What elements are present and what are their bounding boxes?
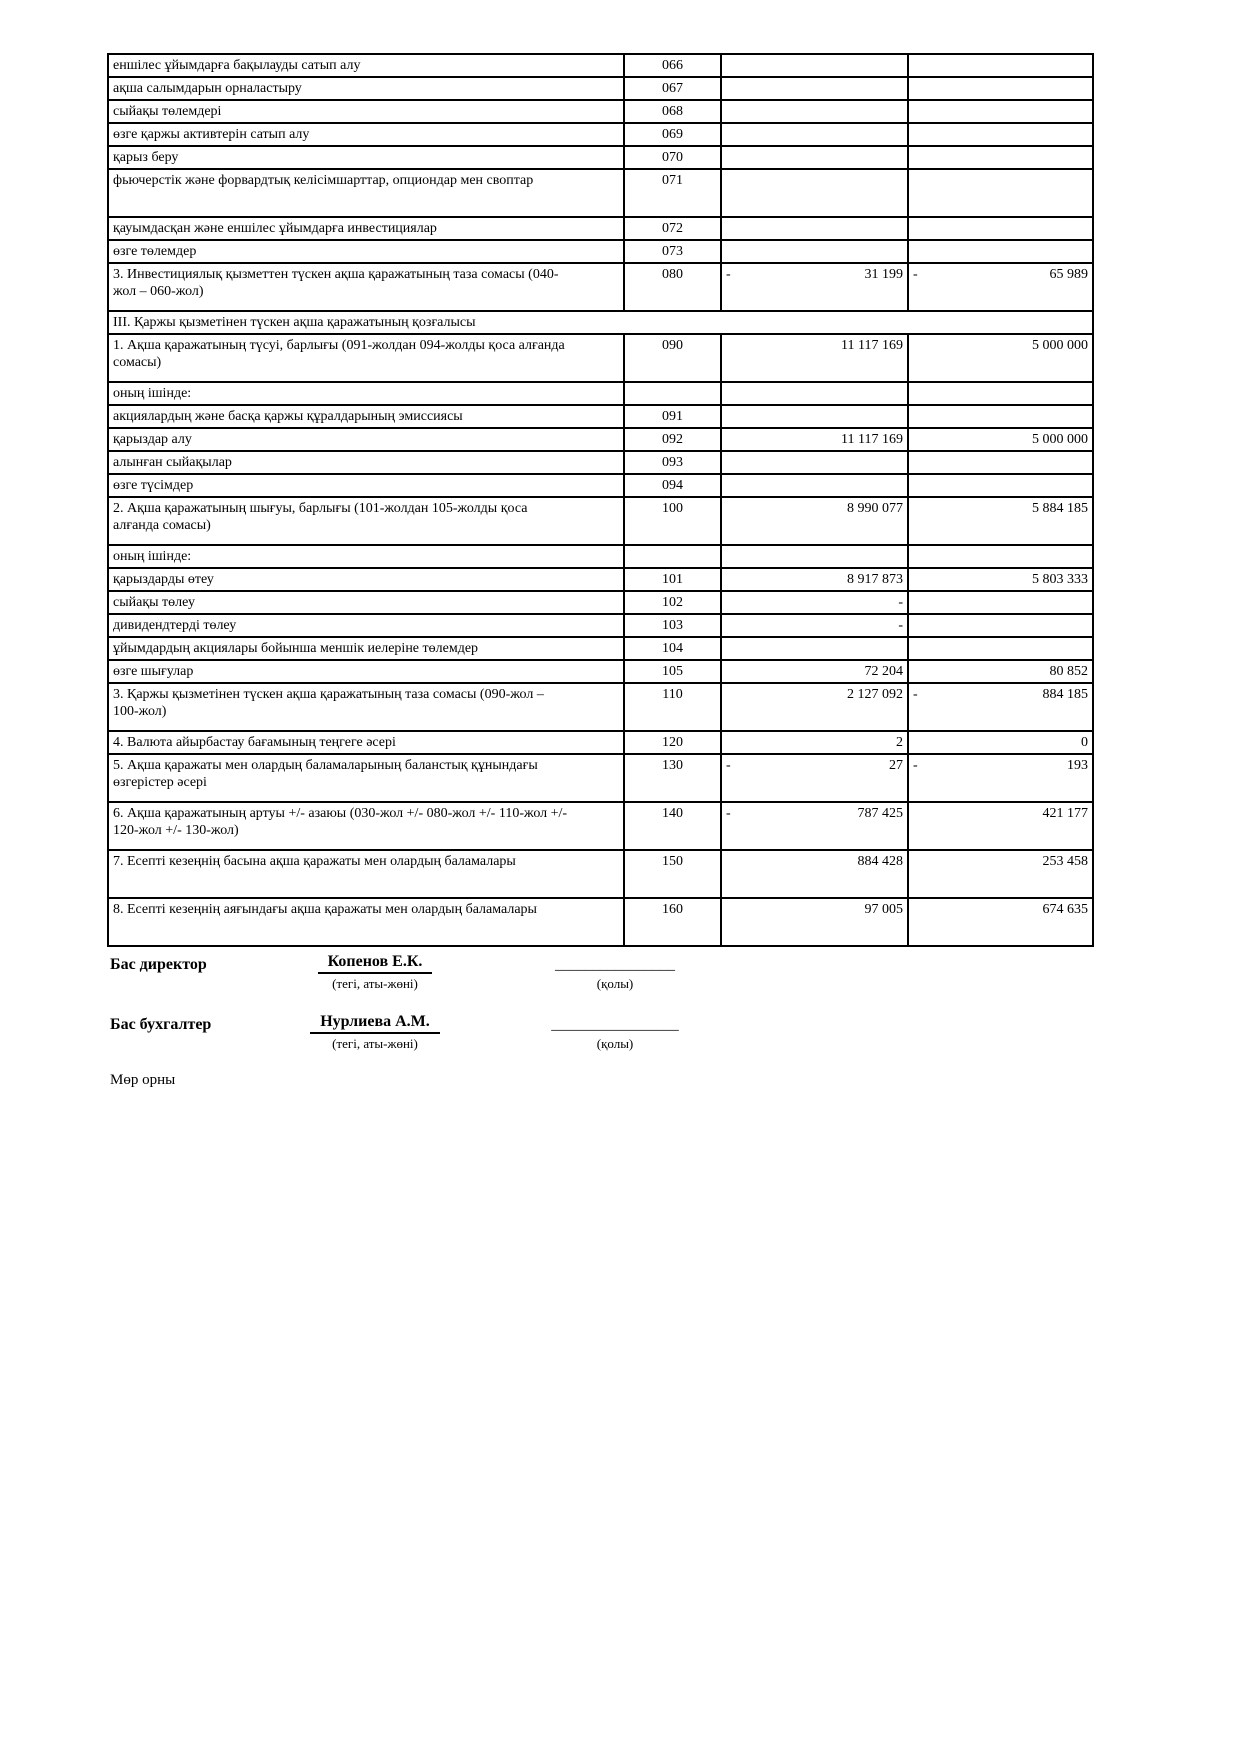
- row-label: қауымдасқан және еншілес ұйымдарға инвестициялар: [113, 221, 437, 236]
- row-value-cell-2: [908, 545, 1093, 568]
- row-value-cell-2: [908, 568, 1093, 591]
- row-value-cell-1: [721, 754, 908, 802]
- row-code-cell: 102: [624, 591, 721, 614]
- row-label-cell: [108, 898, 624, 946]
- row-value-cell-1: [721, 660, 908, 683]
- row-label-cell: [108, 568, 624, 591]
- row-label-cell: [108, 731, 624, 754]
- row-code-cell: 160: [624, 898, 721, 946]
- row-value-cell-1: [721, 100, 908, 123]
- value-number: 31 199: [864, 267, 903, 282]
- value-number: 421 177: [1042, 806, 1088, 821]
- row-label-cell: [108, 614, 624, 637]
- row-value-cell-1: [721, 334, 908, 382]
- row-label-cell: [108, 405, 624, 428]
- row-label: оның ішінде:: [113, 549, 192, 564]
- minus-sign: -: [726, 806, 731, 821]
- row-label-cell: [108, 428, 624, 451]
- row-value-cell-2: [908, 77, 1093, 100]
- row-value-cell-1: [721, 54, 908, 77]
- row-label: 4. Валюта айырбастау бағамының теңгеге әсері: [113, 735, 396, 750]
- table-row: [108, 77, 1093, 100]
- row-label: 6. Ақша қаражатының артуы +/- азаюы (030-жол +/- 080-жол +/- 110-жол +/- 120-жол +/- 130-жол): [113, 806, 568, 838]
- row-label-cell: [108, 660, 624, 683]
- signature-role: Бас директор: [110, 956, 207, 973]
- row-value-cell-1: [721, 240, 908, 263]
- row-label-cell: [108, 474, 624, 497]
- row-label: ұйымдардың акциялары бойынша меншік иелеріне төлемдер: [113, 641, 479, 656]
- row-value-cell-2: [908, 802, 1093, 850]
- value-number: 97 005: [864, 902, 903, 917]
- table-row: [108, 637, 1093, 660]
- row-label-cell: [108, 850, 624, 898]
- table-row: [108, 683, 1093, 731]
- row-label-cell: [108, 382, 624, 405]
- value-number: 11 117 169: [841, 432, 903, 447]
- value-number: -: [898, 595, 903, 610]
- row-code-cell: 071: [624, 169, 721, 217]
- value-number: 72 204: [864, 664, 903, 679]
- row-value-cell-1: [721, 123, 908, 146]
- row-code-cell: 110: [624, 683, 721, 731]
- row-value-cell-1: [721, 146, 908, 169]
- row-value-cell-1: [721, 169, 908, 217]
- row-code-cell: 069: [624, 123, 721, 146]
- row-label: ақша салымдарын орналастыру: [113, 81, 302, 96]
- row-label-cell: [108, 637, 624, 660]
- row-value-cell-2: [908, 217, 1093, 240]
- row-value-cell-1: [721, 545, 908, 568]
- table-row: [108, 451, 1093, 474]
- row-value-cell-1: [721, 263, 908, 311]
- row-code-cell: [624, 382, 721, 405]
- row-label: фьючерстік және форвардтық келісімшарттар, опциондар мен своптар: [113, 173, 534, 188]
- row-code-cell: 120: [624, 731, 721, 754]
- row-code-cell: 100: [624, 497, 721, 545]
- row-label: 8. Есепті кезеңнің аяғындағы ақша қаражаты мен олардың баламалары: [113, 902, 537, 917]
- value-number: 193: [1067, 758, 1088, 773]
- value-number: 253 458: [1042, 854, 1088, 869]
- row-value-cell-1: [721, 683, 908, 731]
- row-label: қарыздарды өтеу: [113, 572, 214, 587]
- value-number: 2 127 092: [847, 687, 903, 702]
- row-value-cell-2: [908, 754, 1093, 802]
- row-value-cell-1: [721, 428, 908, 451]
- table-row: [108, 850, 1093, 898]
- value-number: 65 989: [1049, 267, 1088, 282]
- value-number: 674 635: [1042, 902, 1088, 917]
- row-label-cell: [108, 545, 624, 568]
- row-value-cell-2: [908, 850, 1093, 898]
- row-label-cell: [108, 100, 624, 123]
- signature-role: Бас бухгалтер: [110, 1016, 212, 1033]
- section-header-row: [108, 311, 1093, 334]
- table-row: [108, 146, 1093, 169]
- value-number: 884 428: [857, 854, 903, 869]
- row-value-cell-2: [908, 54, 1093, 77]
- row-value-cell-1: [721, 591, 908, 614]
- value-number: 27: [889, 758, 903, 773]
- row-value-cell-2: [908, 240, 1093, 263]
- row-value-cell-1: [721, 497, 908, 545]
- row-value-cell-2: [908, 614, 1093, 637]
- table-row: [108, 217, 1093, 240]
- row-label-cell: [108, 683, 624, 731]
- row-label: сыйақы төлемдері: [113, 104, 222, 119]
- row-label-cell: [108, 263, 624, 311]
- row-value-cell-2: [908, 637, 1093, 660]
- signature-line: _________________: [551, 1017, 679, 1033]
- row-label: дивидендтерді төлеу: [113, 618, 237, 633]
- row-label: 7. Есепті кезеңнің басына ақша қаражаты мен олардың баламалары: [113, 854, 516, 869]
- table-row: [108, 614, 1093, 637]
- cash-flow-table-body: [108, 54, 1093, 946]
- table-row: [108, 428, 1093, 451]
- table-row: [108, 802, 1093, 850]
- value-number: -: [898, 618, 903, 633]
- row-code-cell: 080: [624, 263, 721, 311]
- row-code-cell: 073: [624, 240, 721, 263]
- row-label-cell: [108, 802, 624, 850]
- row-value-cell-2: [908, 683, 1093, 731]
- value-number: 11 117 169: [841, 338, 903, 353]
- row-code-cell: 105: [624, 660, 721, 683]
- row-value-cell-1: [721, 405, 908, 428]
- row-value-cell-1: [721, 614, 908, 637]
- row-value-cell-1: [721, 77, 908, 100]
- row-code-cell: 130: [624, 754, 721, 802]
- row-value-cell-2: [908, 100, 1093, 123]
- section-title: III. Қаржы қызметінен түскен ақша қаражатының қозғалысы: [108, 311, 1093, 334]
- row-label: өзге түсімдер: [113, 478, 194, 493]
- row-label-cell: [108, 146, 624, 169]
- table-row: [108, 405, 1093, 428]
- row-code-cell: [624, 545, 721, 568]
- value-number: 884 185: [1042, 687, 1088, 702]
- value-number: 0: [1081, 735, 1088, 750]
- signature-block-accountant: [110, 1013, 1110, 1052]
- row-label: өзге төлемдер: [113, 244, 197, 259]
- row-value-cell-1: [721, 802, 908, 850]
- minus-sign: -: [913, 267, 918, 282]
- row-label: алынған сыйақылар: [113, 455, 232, 470]
- table-row: [108, 568, 1093, 591]
- minus-sign: -: [913, 687, 918, 702]
- row-code-cell: 093: [624, 451, 721, 474]
- row-value-cell-2: [908, 146, 1093, 169]
- row-value-cell-1: [721, 637, 908, 660]
- row-code-cell: 072: [624, 217, 721, 240]
- table-row: [108, 240, 1093, 263]
- signature-line: ________________: [555, 957, 675, 973]
- row-value-cell-2: [908, 660, 1093, 683]
- row-value-cell-2: [908, 334, 1093, 382]
- row-label-cell: [108, 77, 624, 100]
- value-number: 2: [896, 735, 903, 750]
- table-row: [108, 54, 1093, 77]
- row-code-cell: 067: [624, 77, 721, 100]
- row-label: қарыз беру: [113, 150, 179, 165]
- row-code-cell: 104: [624, 637, 721, 660]
- table-row: [108, 169, 1093, 217]
- row-label-cell: [108, 497, 624, 545]
- row-value-cell-2: [908, 382, 1093, 405]
- value-number: 5 000 000: [1032, 432, 1088, 447]
- signature-sign-hint: (қолы): [596, 1036, 634, 1051]
- row-label-cell: [108, 591, 624, 614]
- row-label: қарыздар алу: [113, 432, 192, 447]
- row-label-cell: [108, 169, 624, 217]
- signature-name-hint: (тегі, аты-жөні): [332, 1036, 418, 1051]
- value-number: 5 000 000: [1032, 338, 1088, 353]
- row-label: сыйақы төлеу: [113, 595, 196, 610]
- row-label-cell: [108, 451, 624, 474]
- value-number: 8 917 873: [847, 572, 903, 587]
- row-label: өзге қаржы активтерін сатып алу: [113, 127, 310, 142]
- table-row: [108, 263, 1093, 311]
- row-label-cell: [108, 754, 624, 802]
- row-label-cell: [108, 240, 624, 263]
- row-code-cell: 066: [624, 54, 721, 77]
- stamp-place-label: Мөр орны: [110, 1072, 176, 1088]
- row-code-cell: 091: [624, 405, 721, 428]
- row-code-cell: 092: [624, 428, 721, 451]
- row-label: 3. Инвестициялық қызметтен түскен ақша қаражатының таза сомасы (040-жол – 060-жол): [113, 267, 559, 299]
- row-value-cell-2: [908, 405, 1093, 428]
- row-value-cell-1: [721, 731, 908, 754]
- table-row: [108, 474, 1093, 497]
- minus-sign: -: [726, 267, 731, 282]
- value-number: 5 884 185: [1032, 501, 1088, 516]
- table-row: [108, 660, 1093, 683]
- row-value-cell-1: [721, 850, 908, 898]
- row-value-cell-1: [721, 382, 908, 405]
- row-value-cell-2: [908, 123, 1093, 146]
- row-value-cell-1: [721, 568, 908, 591]
- row-value-cell-2: [908, 451, 1093, 474]
- table-row: [108, 123, 1093, 146]
- row-value-cell-2: [908, 898, 1093, 946]
- minus-sign: -: [726, 758, 731, 773]
- value-number: 8 990 077: [847, 501, 903, 516]
- row-label-cell: [108, 217, 624, 240]
- row-code-cell: 103: [624, 614, 721, 637]
- signature-block-director: [110, 953, 1110, 992]
- row-label: 3. Қаржы қызметінен түскен ақша қаражатының таза сомасы (090-жол – 100-жол): [113, 687, 544, 719]
- row-value-cell-2: [908, 731, 1093, 754]
- row-code-cell: 150: [624, 850, 721, 898]
- table-row: [108, 334, 1093, 382]
- signature-name: Нурлиева А.М.: [310, 1013, 440, 1034]
- row-label: өзге шығулар: [113, 664, 194, 679]
- cash-flow-table: [107, 53, 1094, 947]
- row-label-cell: [108, 123, 624, 146]
- row-label: 1. Ақша қаражатының түсуі, барлығы (091-жолдан 094-жолды қоса алғанда сомасы): [113, 338, 565, 370]
- row-value-cell-1: [721, 474, 908, 497]
- row-value-cell-2: [908, 169, 1093, 217]
- row-value-cell-1: [721, 217, 908, 240]
- table-row: [108, 497, 1093, 545]
- row-value-cell-2: [908, 263, 1093, 311]
- row-code-cell: 140: [624, 802, 721, 850]
- row-code-cell: 070: [624, 146, 721, 169]
- table-row: [108, 591, 1093, 614]
- row-code-cell: 090: [624, 334, 721, 382]
- table-row: [108, 898, 1093, 946]
- table-row: [108, 754, 1093, 802]
- value-number: 80 852: [1049, 664, 1088, 679]
- row-value-cell-1: [721, 898, 908, 946]
- table-row: [108, 545, 1093, 568]
- row-value-cell-2: [908, 474, 1093, 497]
- table-row: [108, 382, 1093, 405]
- row-code-cell: 094: [624, 474, 721, 497]
- row-label: акциялардың және басқа қаржы құралдарының эмиссиясы: [113, 409, 463, 424]
- row-label: 5. Ақша қаражаты мен олардың баламаларының баланстық құнындағы өзгерістер әсері: [113, 758, 538, 790]
- row-label-cell: [108, 54, 624, 77]
- value-number: 5 803 333: [1032, 572, 1088, 587]
- row-code-cell: 101: [624, 568, 721, 591]
- signature-name-hint: (тегі, аты-жөні): [332, 976, 418, 991]
- minus-sign: -: [913, 758, 918, 773]
- row-code-cell: 068: [624, 100, 721, 123]
- signature-sign-hint: (қолы): [596, 976, 634, 991]
- row-value-cell-1: [721, 451, 908, 474]
- row-value-cell-2: [908, 497, 1093, 545]
- row-value-cell-2: [908, 428, 1093, 451]
- row-label: оның ішінде:: [113, 386, 192, 401]
- table-row: [108, 100, 1093, 123]
- table-row: [108, 731, 1093, 754]
- row-label: 2. Ақша қаражатының шығуы, барлығы (101-жолдан 105-жолды қоса алғанда сомасы): [113, 501, 528, 533]
- row-label-cell: [108, 334, 624, 382]
- value-number: 787 425: [857, 806, 903, 821]
- row-value-cell-2: [908, 591, 1093, 614]
- signature-name: Копенов Е.К.: [318, 953, 433, 974]
- row-label: еншілес ұйымдарға бақылауды сатып алу: [113, 58, 361, 73]
